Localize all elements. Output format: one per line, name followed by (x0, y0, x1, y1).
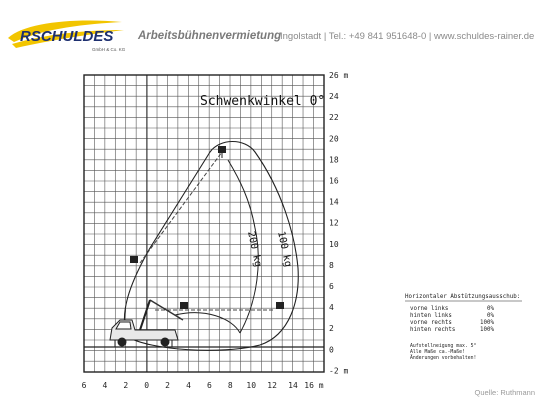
header-tagline: Arbeitsbühnenvermietung (138, 30, 282, 42)
x-tick-label: 4 (186, 381, 191, 390)
y-tick-label: 24 (329, 92, 339, 102)
legend-row-label: vorne links (410, 306, 449, 312)
company-logo[interactable] (6, 16, 126, 54)
curve-label-200kg: 200 kg (245, 230, 264, 268)
logo-text: RSCHULDES (20, 28, 114, 45)
y-axis-ticks (329, 71, 348, 375)
y-tick-label: 2 (329, 324, 334, 334)
boom-arm-high (140, 152, 222, 263)
y-tick-label: 18 (329, 155, 339, 165)
legend-note: Aufstellneigung max. 5° (410, 344, 477, 349)
x-tick-label: 6 (206, 381, 212, 390)
y-tick-label: 22 (329, 113, 339, 123)
legend-row-value: 100% (480, 320, 494, 326)
logo-subtext: GmbH & Co. KG (92, 47, 126, 52)
legend-row-label: hinten rechts (410, 327, 456, 333)
x-tick-label: 2 (123, 381, 129, 390)
x-tick-label: 0 (144, 381, 150, 390)
basket-left (130, 256, 138, 263)
x-tick-label: 10 (246, 381, 257, 390)
curve-label-100kg: 100 kg (275, 230, 294, 268)
y-tick-label: 20 (329, 134, 339, 144)
x-tick-label: 8 (227, 381, 233, 390)
y-tick-label: 4 (329, 303, 334, 313)
legend-row-value: 0% (487, 306, 494, 312)
x-tick-label: 14 (288, 381, 298, 390)
legend-note: Alle Maße ca.-Maße! (410, 350, 465, 355)
vehicle (110, 300, 178, 347)
x-tick-label: 16 m (304, 381, 324, 390)
y-tick-label: 14 (329, 197, 339, 207)
legend-note: Änderungen vorbehalten! (410, 356, 477, 361)
x-tick-label: 4 (102, 381, 108, 390)
header-contact[interactable]: Ingolstadt | Tel.: +49 841 951648-0 | www.schuldes-rainer.de (280, 31, 535, 42)
y-tick-label: 12 (329, 218, 339, 228)
x-axis-ticks (82, 381, 324, 390)
legend-title: Horizontaler Abstützungsausschub: (405, 294, 521, 300)
working-range-diagram (0, 62, 545, 394)
diagram-title: Schwenkwinkel 0° (200, 94, 326, 109)
y-tick-label: 0 (329, 345, 334, 355)
legend-row-value: 100% (480, 327, 494, 333)
y-tick-label: 26 m (329, 71, 349, 80)
x-tick-label: 12 (267, 381, 277, 390)
legend-row-label: hinten links (410, 313, 452, 319)
x-tick-label: 2 (165, 381, 171, 390)
y-tick-label: 10 (329, 239, 339, 249)
y-tick-label: 6 (329, 282, 334, 291)
y-tick-label: 8 (329, 260, 334, 270)
basket-mid (180, 302, 188, 309)
header (0, 0, 545, 62)
source-credit: Quelle: Ruthmann (474, 388, 535, 397)
legend-row-value: 0% (487, 313, 494, 319)
x-tick-label: 6 (81, 381, 87, 390)
basket-right (276, 302, 284, 309)
y-tick-label: -2 m (329, 366, 349, 376)
legend-row-label: vorne rechts (410, 320, 452, 326)
legend (405, 294, 522, 361)
y-tick-label: 16 (329, 176, 339, 186)
